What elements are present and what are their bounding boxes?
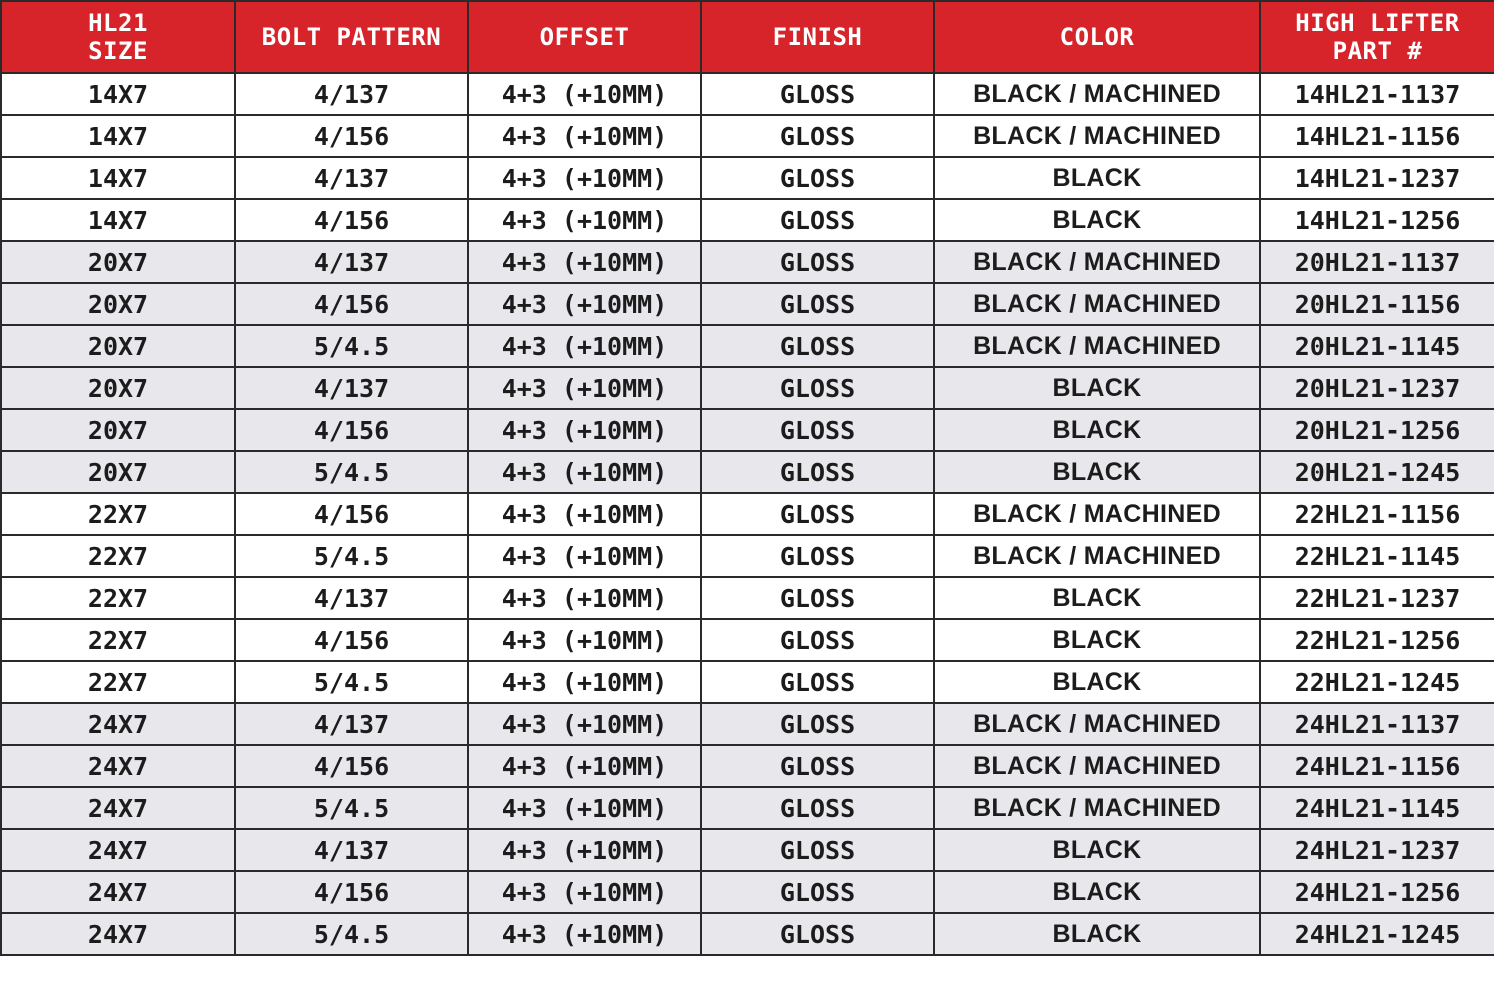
cell-size: 20X7 (1, 451, 235, 493)
table-row (1, 535, 1494, 577)
table-row (1, 241, 1494, 283)
header-row (1, 1, 1494, 73)
cell-offset: 4+3 (+10MM) (468, 115, 701, 157)
cell-color: BLACK / MACHINED (934, 745, 1260, 787)
column-header-label: HL21 (88, 9, 148, 37)
cell-finish: GLOSS (701, 73, 934, 115)
cell-offset: 4+3 (+10MM) (468, 493, 701, 535)
cell-part: 14HL21-1256 (1260, 199, 1494, 241)
table-header (1, 1, 1494, 73)
cell-offset: 4+3 (+10MM) (468, 73, 701, 115)
column-header-label: HIGH LIFTER (1295, 9, 1460, 37)
cell-offset: 4+3 (+10MM) (468, 325, 701, 367)
cell-part: 22HL21-1256 (1260, 619, 1494, 661)
cell-bolt-pattern: 4/137 (235, 241, 468, 283)
table-row (1, 367, 1494, 409)
cell-part: 20HL21-1237 (1260, 367, 1494, 409)
column-header-size (1, 1, 235, 73)
cell-finish: GLOSS (701, 409, 934, 451)
cell-color: BLACK (934, 913, 1260, 955)
cell-color: BLACK / MACHINED (934, 703, 1260, 745)
cell-offset: 4+3 (+10MM) (468, 745, 701, 787)
column-header-offset (468, 1, 701, 73)
table-row (1, 493, 1494, 535)
table-row (1, 661, 1494, 703)
cell-bolt-pattern: 4/156 (235, 199, 468, 241)
cell-offset: 4+3 (+10MM) (468, 241, 701, 283)
cell-size: 20X7 (1, 241, 235, 283)
table-row (1, 913, 1494, 955)
cell-offset: 4+3 (+10MM) (468, 199, 701, 241)
column-header-part (1260, 1, 1494, 73)
cell-size: 22X7 (1, 619, 235, 661)
cell-color: BLACK / MACHINED (934, 325, 1260, 367)
cell-finish: GLOSS (701, 283, 934, 325)
cell-bolt-pattern: 4/156 (235, 409, 468, 451)
cell-color: BLACK / MACHINED (934, 241, 1260, 283)
table-row (1, 325, 1494, 367)
cell-part: 22HL21-1145 (1260, 535, 1494, 577)
cell-size: 20X7 (1, 325, 235, 367)
cell-color: BLACK / MACHINED (934, 283, 1260, 325)
cell-offset: 4+3 (+10MM) (468, 913, 701, 955)
table-row (1, 829, 1494, 871)
column-header-finish (701, 1, 934, 73)
cell-part: 20HL21-1137 (1260, 241, 1494, 283)
cell-part: 20HL21-1156 (1260, 283, 1494, 325)
cell-offset: 4+3 (+10MM) (468, 619, 701, 661)
cell-size: 22X7 (1, 535, 235, 577)
cell-bolt-pattern: 4/137 (235, 73, 468, 115)
table-row (1, 283, 1494, 325)
cell-bolt-pattern: 4/156 (235, 283, 468, 325)
cell-size: 14X7 (1, 73, 235, 115)
cell-size: 14X7 (1, 115, 235, 157)
cell-offset: 4+3 (+10MM) (468, 451, 701, 493)
cell-size: 22X7 (1, 661, 235, 703)
cell-offset: 4+3 (+10MM) (468, 367, 701, 409)
cell-offset: 4+3 (+10MM) (468, 829, 701, 871)
cell-size: 24X7 (1, 829, 235, 871)
table-row (1, 745, 1494, 787)
cell-finish: GLOSS (701, 199, 934, 241)
cell-size: 20X7 (1, 367, 235, 409)
cell-offset: 4+3 (+10MM) (468, 871, 701, 913)
cell-offset: 4+3 (+10MM) (468, 157, 701, 199)
column-header-bolt-pattern (235, 1, 468, 73)
cell-bolt-pattern: 4/137 (235, 703, 468, 745)
cell-finish: GLOSS (701, 871, 934, 913)
cell-bolt-pattern: 4/156 (235, 619, 468, 661)
cell-offset: 4+3 (+10MM) (468, 577, 701, 619)
cell-bolt-pattern: 4/137 (235, 157, 468, 199)
cell-part: 24HL21-1256 (1260, 871, 1494, 913)
cell-color: BLACK (934, 409, 1260, 451)
cell-part: 20HL21-1145 (1260, 325, 1494, 367)
column-header-label: PART # (1332, 37, 1423, 65)
cell-bolt-pattern: 4/137 (235, 367, 468, 409)
column-header-label: BOLT PATTERN (261, 23, 442, 51)
cell-part: 24HL21-1237 (1260, 829, 1494, 871)
cell-finish: GLOSS (701, 787, 934, 829)
cell-color: BLACK (934, 367, 1260, 409)
table-row (1, 703, 1494, 745)
table-row (1, 787, 1494, 829)
cell-offset: 4+3 (+10MM) (468, 787, 701, 829)
cell-finish: GLOSS (701, 493, 934, 535)
cell-bolt-pattern: 4/156 (235, 115, 468, 157)
cell-bolt-pattern: 5/4.5 (235, 535, 468, 577)
cell-offset: 4+3 (+10MM) (468, 409, 701, 451)
cell-finish: GLOSS (701, 829, 934, 871)
cell-color: BLACK (934, 199, 1260, 241)
column-header-label: COLOR (1059, 23, 1135, 51)
cell-finish: GLOSS (701, 661, 934, 703)
cell-bolt-pattern: 4/156 (235, 493, 468, 535)
cell-size: 14X7 (1, 157, 235, 199)
cell-finish: GLOSS (701, 115, 934, 157)
table-row (1, 451, 1494, 493)
cell-offset: 4+3 (+10MM) (468, 703, 701, 745)
cell-part: 24HL21-1156 (1260, 745, 1494, 787)
cell-part: 14HL21-1156 (1260, 115, 1494, 157)
cell-color: BLACK (934, 661, 1260, 703)
cell-color: BLACK (934, 619, 1260, 661)
cell-bolt-pattern: 5/4.5 (235, 661, 468, 703)
cell-finish: GLOSS (701, 367, 934, 409)
cell-finish: GLOSS (701, 325, 934, 367)
cell-color: BLACK (934, 451, 1260, 493)
table-row (1, 157, 1494, 199)
cell-size: 24X7 (1, 787, 235, 829)
cell-bolt-pattern: 4/156 (235, 745, 468, 787)
column-header-label: OFFSET (539, 23, 630, 51)
table-row (1, 199, 1494, 241)
table-row (1, 871, 1494, 913)
table-row (1, 409, 1494, 451)
cell-part: 22HL21-1237 (1260, 577, 1494, 619)
cell-offset: 4+3 (+10MM) (468, 535, 701, 577)
cell-color: BLACK (934, 577, 1260, 619)
cell-offset: 4+3 (+10MM) (468, 661, 701, 703)
cell-size: 24X7 (1, 913, 235, 955)
cell-bolt-pattern: 5/4.5 (235, 451, 468, 493)
cell-finish: GLOSS (701, 451, 934, 493)
cell-finish: GLOSS (701, 241, 934, 283)
cell-color: BLACK (934, 871, 1260, 913)
column-header-label: SIZE (88, 37, 148, 65)
table-body (1, 73, 1494, 955)
cell-size: 14X7 (1, 199, 235, 241)
cell-size: 22X7 (1, 493, 235, 535)
cell-size: 20X7 (1, 409, 235, 451)
cell-part: 24HL21-1137 (1260, 703, 1494, 745)
table-row (1, 73, 1494, 115)
cell-finish: GLOSS (701, 619, 934, 661)
cell-size: 24X7 (1, 871, 235, 913)
cell-bolt-pattern: 4/137 (235, 829, 468, 871)
cell-color: BLACK / MACHINED (934, 787, 1260, 829)
cell-part: 14HL21-1137 (1260, 73, 1494, 115)
cell-color: BLACK (934, 157, 1260, 199)
cell-finish: GLOSS (701, 535, 934, 577)
cell-color: BLACK / MACHINED (934, 73, 1260, 115)
cell-finish: GLOSS (701, 577, 934, 619)
table-row (1, 577, 1494, 619)
cell-color: BLACK (934, 829, 1260, 871)
cell-finish: GLOSS (701, 703, 934, 745)
cell-color: BLACK / MACHINED (934, 115, 1260, 157)
column-header-label: FINISH (772, 23, 863, 51)
table-row (1, 115, 1494, 157)
cell-part: 14HL21-1237 (1260, 157, 1494, 199)
cell-part: 24HL21-1245 (1260, 913, 1494, 955)
cell-part: 20HL21-1245 (1260, 451, 1494, 493)
cell-size: 20X7 (1, 283, 235, 325)
cell-bolt-pattern: 5/4.5 (235, 913, 468, 955)
cell-bolt-pattern: 4/137 (235, 577, 468, 619)
cell-bolt-pattern: 4/156 (235, 871, 468, 913)
cell-size: 24X7 (1, 745, 235, 787)
cell-part: 22HL21-1245 (1260, 661, 1494, 703)
cell-finish: GLOSS (701, 913, 934, 955)
cell-offset: 4+3 (+10MM) (468, 283, 701, 325)
cell-size: 24X7 (1, 703, 235, 745)
cell-part: 22HL21-1156 (1260, 493, 1494, 535)
cell-bolt-pattern: 5/4.5 (235, 325, 468, 367)
cell-bolt-pattern: 5/4.5 (235, 787, 468, 829)
table-row (1, 619, 1494, 661)
cell-part: 24HL21-1145 (1260, 787, 1494, 829)
cell-size: 22X7 (1, 577, 235, 619)
cell-part: 20HL21-1256 (1260, 409, 1494, 451)
column-header-color (934, 1, 1260, 73)
cell-finish: GLOSS (701, 157, 934, 199)
cell-color: BLACK / MACHINED (934, 535, 1260, 577)
cell-color: BLACK / MACHINED (934, 493, 1260, 535)
cell-finish: GLOSS (701, 745, 934, 787)
